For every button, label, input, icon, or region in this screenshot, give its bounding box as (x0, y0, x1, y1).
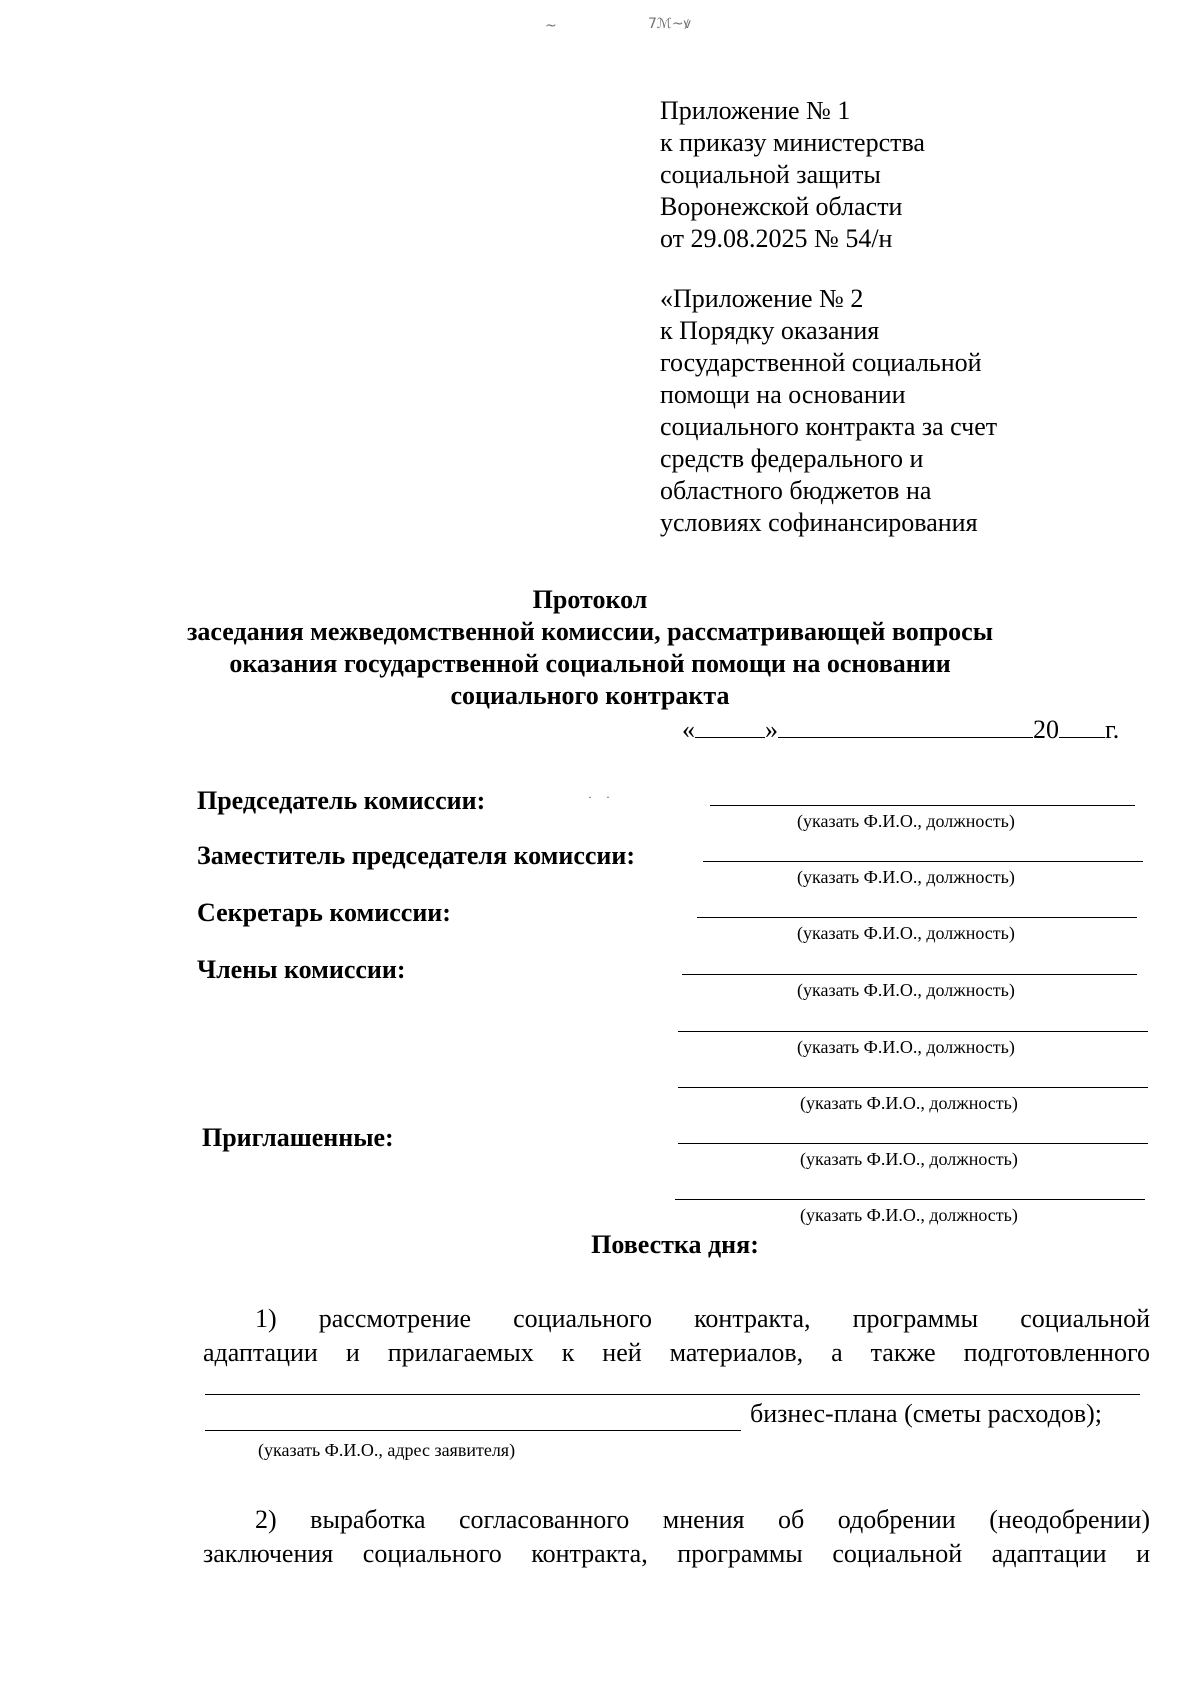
member-hint: (указать Ф.И.О., должность) (797, 1037, 1015, 1057)
agenda-item-1-line-1: 1) рассмотрение социального контракта, программы социальной (255, 1304, 1150, 1333)
scan-speckles: ·· (588, 790, 624, 804)
year-prefix: 20 (1033, 715, 1059, 744)
applicant-blank-line[interactable] (205, 1394, 1140, 1395)
chairman-signature-line[interactable] (710, 805, 1135, 806)
agenda-item-2-line-1: 2) выработка согласованного мнения об одобрении (неодобрении) (255, 1505, 1150, 1534)
agenda-item-1-line-2: адаптации и прилагаемых к ней материалов, а также подготовленного (203, 1338, 1150, 1367)
appendix-2-line: «Приложение № 2 (660, 284, 864, 313)
scan-mark-left: ~ (545, 18, 557, 34)
year-suffix: г. (1105, 715, 1120, 744)
appendix-1-line: к приказу министерства (660, 128, 925, 157)
appendix-2-line: помощи на основании (660, 380, 906, 409)
agenda-item-1-tail: бизнес-плана (сметы расходов); (750, 1399, 1103, 1428)
title-heading: Протокол (532, 585, 648, 614)
role-chairman: Председатель комиссии: (197, 786, 486, 815)
appendix-2-block (660, 283, 997, 539)
appendix-1-line: социальной защиты (660, 160, 881, 189)
appendix-2-line: средств федерального и (660, 444, 924, 473)
member-signature-line[interactable] (678, 1031, 1148, 1032)
appendix-2-line: социального контракта за счет (660, 412, 998, 441)
invited-signature-line[interactable] (678, 1143, 1148, 1144)
agenda-title: Повестка дня: (591, 1230, 759, 1259)
month-blank[interactable] (778, 713, 1033, 738)
secretary-signature-line[interactable] (697, 917, 1137, 918)
appendix-1-line: Воронежской области (660, 192, 903, 221)
title-line: заседания межведомственной комиссии, рассматривающей вопросы (186, 617, 994, 646)
appendix-1-line: Приложение № 1 (660, 96, 851, 125)
appendix-2-line: условиях софинансирования (660, 508, 978, 537)
role-deputy-chairman: Заместитель председателя комиссии: (197, 841, 636, 870)
date-open-quote: « (682, 715, 695, 744)
member-signature-line[interactable] (682, 974, 1137, 975)
year-blank[interactable] (1059, 713, 1105, 738)
title-line: оказания государственной социальной помощи на основании (229, 649, 951, 678)
document-title (150, 584, 1030, 712)
applicant-blank-line-2[interactable] (205, 1430, 741, 1431)
member-signature-line[interactable] (678, 1087, 1148, 1088)
role-secretary: Секретарь комиссии: (197, 898, 451, 927)
appendix-2-line: областного бюджетов на (660, 476, 932, 505)
appendix-1-line: от 29.08.2025 № 54/н (660, 224, 893, 253)
role-invited: Приглашенные: (202, 1123, 394, 1152)
member-hint: (указать Ф.И.О., должность) (800, 1093, 1018, 1113)
date-close-quote: » (765, 715, 778, 744)
invited-hint: (указать Ф.И.О., должность) (800, 1205, 1018, 1225)
title-line: социального контракта (450, 681, 730, 710)
deputy-hint: (указать Ф.И.О., должность) (797, 867, 1015, 887)
day-blank[interactable] (695, 713, 765, 738)
chairman-hint: (указать Ф.И.О., должность) (797, 811, 1015, 831)
agenda-item-2-line-2: заключения социального контракта, программы социальной адаптации и (203, 1539, 1150, 1568)
appendix-1-block (660, 95, 925, 255)
appendix-2-line: к Порядку оказания (660, 316, 880, 345)
applicant-hint: (указать Ф.И.О., адрес заявителя) (258, 1440, 516, 1460)
protocol-date (682, 713, 1119, 745)
appendix-2-line: государственной социальной (660, 348, 982, 377)
deputy-signature-line[interactable] (703, 861, 1143, 862)
role-members: Члены комиссии: (197, 955, 406, 984)
member-hint: (указать Ф.И.О., должность) (797, 980, 1015, 1000)
secretary-hint: (указать Ф.И.О., должность) (797, 923, 1015, 943)
invited-hint: (указать Ф.И.О., должность) (800, 1149, 1018, 1169)
invited-signature-line[interactable] (675, 1199, 1145, 1200)
scan-mark-right: 7ℳ~ꝟ (648, 16, 691, 32)
